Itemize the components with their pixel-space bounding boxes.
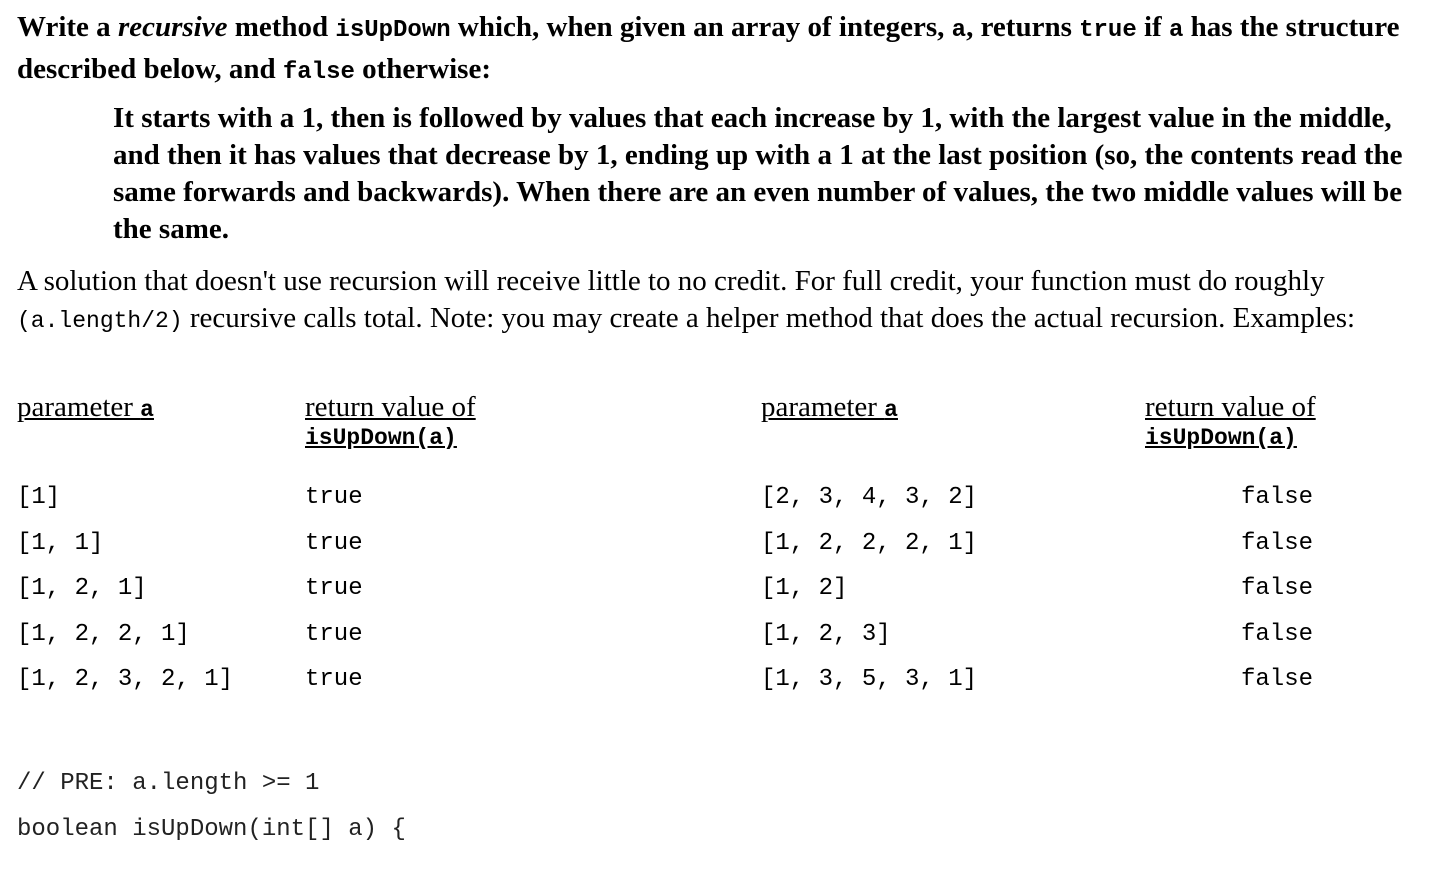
instructions-paragraph — [17, 263, 1417, 340]
example-result: true — [305, 575, 363, 602]
example-param: [1] — [17, 484, 61, 511]
example-param: [1, 2, 1] — [17, 575, 147, 602]
example-result: true — [305, 621, 363, 648]
instructions-code: (a.length/2) — [17, 308, 183, 334]
example-result: true — [305, 484, 363, 511]
intro-text: Write a — [17, 11, 118, 43]
example-result: false — [1241, 530, 1314, 557]
example-result: false — [1241, 484, 1314, 511]
false-keyword: false — [282, 59, 355, 86]
intro-text: , returns — [966, 11, 1080, 43]
example-param: [1, 2] — [761, 575, 848, 602]
intro-text: method — [227, 11, 336, 43]
intro-emphasis: recursive — [117, 11, 228, 43]
example-result: false — [1241, 621, 1314, 648]
instructions-text: A solution that doesn't use recursion will receive little to no credit. For full credit, your function must do roughly — [17, 265, 1325, 297]
example-param: [1, 2, 3, 2, 1] — [17, 666, 234, 693]
header-parameter-right: parameter a — [761, 391, 898, 423]
instructions-text: recursive calls total. Note: you may create a helper method that does the actual recursion. Examples: — [182, 302, 1356, 334]
example-param: [2, 3, 4, 3, 2] — [761, 484, 978, 511]
structure-description: It starts with a 1, then is followed by values that each increase by 1, with the largest value in the middle, and then it has values that decrease by 1, ending up with a 1 at the last position (so, the contents read the same forwards and backwards). When there are an even number of values, the two middle values will be the same. — [113, 102, 1403, 245]
code-method-signature: boolean isUpDown(int[] a) { — [17, 816, 406, 843]
code-precondition-comment: // PRE: a.length >= 1 — [17, 770, 320, 797]
problem-intro — [17, 8, 1417, 92]
intro-text: which, when given an array of integers, — [450, 11, 952, 43]
header-return-left: return value of isUpDown(a) — [305, 391, 476, 451]
param-name: a — [951, 17, 967, 44]
header-parameter-left: parameter a — [17, 391, 154, 423]
intro-text: has the structure described below, and — [17, 11, 1400, 85]
true-keyword: true — [1079, 17, 1137, 44]
intro-text: if — [1136, 11, 1169, 43]
example-result: false — [1241, 575, 1314, 602]
param-name: a — [1168, 17, 1184, 44]
method-name: isUpDown — [335, 17, 451, 44]
header-return-right: return value of isUpDown(a) — [1145, 391, 1316, 451]
example-result: true — [305, 666, 363, 693]
example-result: false — [1241, 666, 1314, 693]
example-param: [1, 1] — [17, 530, 104, 557]
example-param: [1, 2, 2, 1] — [17, 621, 190, 648]
example-result: true — [305, 530, 363, 557]
example-param: [1, 2, 3] — [761, 621, 891, 648]
intro-text: otherwise: — [354, 53, 491, 85]
example-param: [1, 3, 5, 3, 1] — [761, 666, 978, 693]
example-param: [1, 2, 2, 2, 1] — [761, 530, 978, 557]
